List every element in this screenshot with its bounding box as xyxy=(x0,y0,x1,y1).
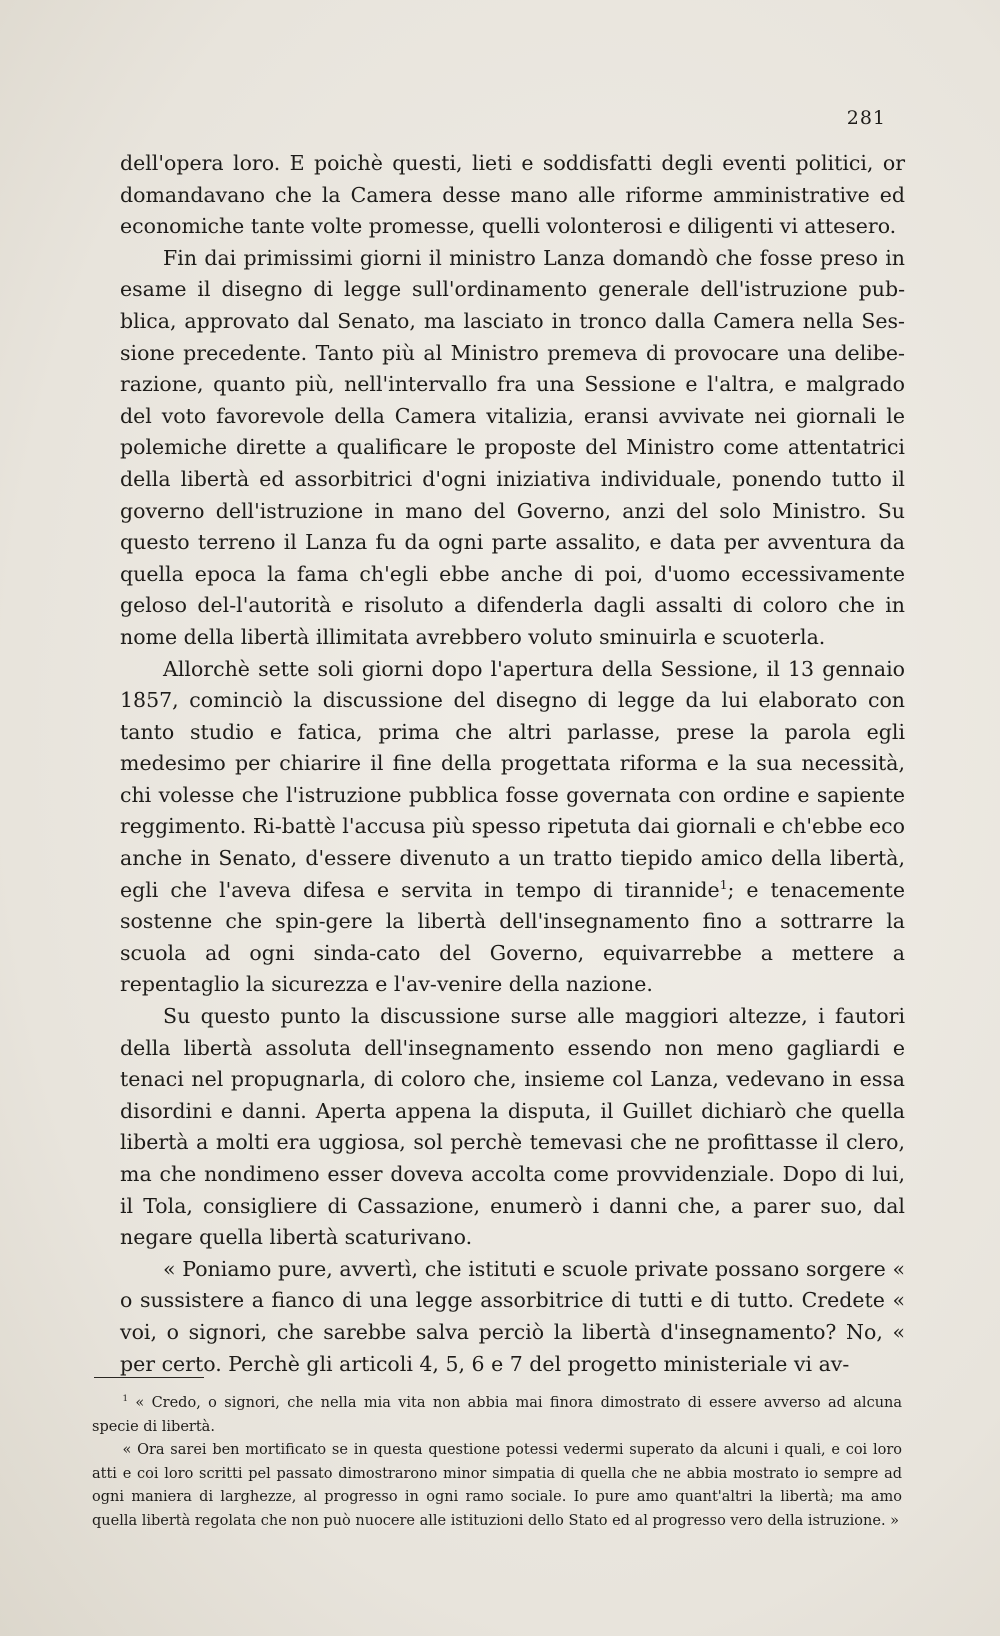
body-text xyxy=(120,148,905,1380)
footnote-1-text: « Credo, o signori, che nella mia vita non abbia mai finora dimostrato di essere avverso ad alcuna specie di libertà. xyxy=(92,1395,903,1435)
paragraph-1: dell'opera loro. E poichè questi, lieti e soddisfatti degli eventi politici, or domandavano che la Camera desse mano alle riforme amministrative ed economiche tante volte promesse, quelli volonterosi e diligenti vi attesero. xyxy=(120,151,905,239)
footnote-1-continued: « Ora sarei ben mortificato se in questa questione potessi vedermi superato da alcuni i quali, e coi loro atti e coi loro scritti pel passato dimostrarono minor simpatia di quella che ne abbia mostrato io sempre ad ogni maniera di larghezze, al progresso in ogni ramo sociale. Io pure amo quant'altri la libertà; ma amo quella libertà regolata che non può nuocere alle istituzioni dello Stato ed al progresso vero della istruzione. » xyxy=(92,1442,902,1529)
footnote-1 xyxy=(92,1392,902,1439)
footnote-marker: 1 xyxy=(122,1394,128,1405)
paragraph-3 xyxy=(120,654,905,1002)
footnote-reference: 1 xyxy=(719,877,728,892)
paragraph-4: Su questo punto la discussione surse alle maggiori altezze, i fautori della libertà assoluta dell'insegnamento essendo non meno gagliardi e tenaci nel propugnarla, di coloro che, insieme col Lanza, vedevano in essa disordini e danni. Aperta appena la disputa, il Guillet dichiarò che quella libertà a molti era uggiosa, sol perchè temevasi che ne profittasse il clero, ma che nondimeno esser doveva accolta come provvidenziale. Dopo di lui, il Tola, consigliere di Cassazione, enumerò i danni che, a parer suo, dal negare quella libertà scaturivano. xyxy=(120,1004,905,1250)
page-number: 281 xyxy=(846,107,886,129)
paragraph-5-quote: « Poniamo pure, avvertì, che istituti e scuole private possano sorgere « o sussistere a fianco di una legge assorbitrice di tutti e di tutto. Credete « voi, o signori, che sarebbe salva perciò la libertà d'insegnamento? No, « per certo. Perchè gli articoli 4, 5, 6 e 7 del progetto ministeriale vi av- xyxy=(120,1256,905,1376)
paragraph-3-text: Allorchè sette soli giorni dopo l'apertura della Sessione, il 13 gennaio 1857, cominciò la discussione del disegno di legge da lui elaborato con tanto studio e fatica, prima che altri parlasse, prese la parola egli medesimo per chiarire il fine della progettata riforma e la sua necessità, chi volesse che l'istruzione pubblica fosse governata con ordine e sapiente reggimento. Ri-battè l'accusa più spesso ripetuta dai giornali e ch'ebbe eco anche in Senato, d'essere divenuto a un tratto tiepido amico della libertà, egli che l'aveva difesa e servita in tempo di tirannide xyxy=(120,656,905,902)
paragraph-2: Fin dai primissimi giorni il ministro Lanza domandò che fosse preso in esame il disegno di legge sull'ordinamento generale dell'istruzione pub-blica, approvato dal Senato, ma lasciato in tronco dalla Camera nella Ses-sione precedente. Tanto più al Ministro premeva di provocare una delibe-razione, quanto più, nell'intervallo fra una Sessione e l'altra, e malgrado del voto favorevole della Camera vitalizia, eransi avvivate nei giornali le polemiche dirette a qualificare le proposte del Ministro come attentatrici della libertà ed assorbitrici d'ogni iniziativa individuale, ponendo tutto il governo dell'istruzione in mano del Governo, anzi del solo Ministro. Su questo terreno il Lanza fu da ogni parte assalito, e data per avventura da quella epoca la fama ch'egli ebbe anche di poi, d'uomo eccessivamente geloso del-l'autorità e risoluto a difenderla dagli assalti di coloro che in nome della libertà illimitata avrebbero voluto sminuirla e scuoterla. xyxy=(120,245,905,649)
footnote-separator xyxy=(94,1377,204,1378)
paragraph-3-continuation: ; e tenacemente sostenne che spin-gere la libertà dell'insegnamento fino a sottrarre la scuola ad ogni sinda-cato del Governo, equivarrebbe a mettere a repentaglio la sicurezza e l'av-venire della nazione. xyxy=(120,877,906,997)
footnotes xyxy=(92,1392,902,1533)
